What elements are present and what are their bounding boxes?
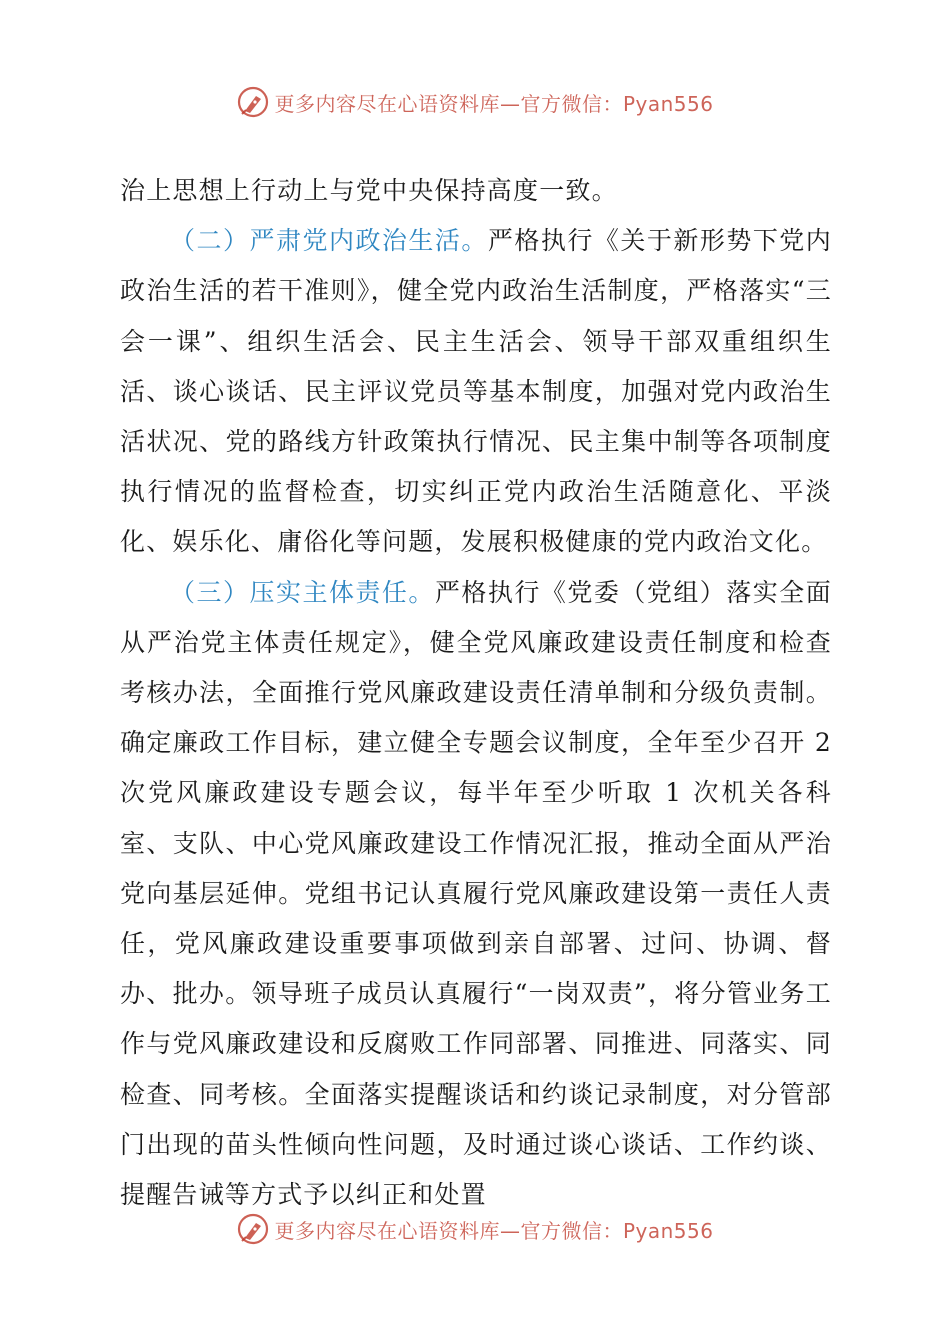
paragraph-body: 严格执行《党委（党组）落实全面从严治党主体责任规定》，健全党风廉政建设责任制度和检查考核办法，全面推行党风廉政建设责任清单制和分级负责制。确定廉政工作目标，建立健全专题会议制度，全年至少召开 2 次党风廉政建设专题会议，每半年至少听取 1 次机关各科室、支队、中心党风廉政建设工作情况汇报，推动全面从严治党向基层延伸。党组书记认真履行党风廉政建设第一责任人责任，党风廉政建设重要事项做到亲自部署、过问、协调、督办、批办。领导班子成员认真履行“一岗双责”，将分管业务工作与党风廉政建设和反腐败工作同部署、同推进、同落实、同检查、同考核。全面落实提醒谈话和约谈记录制度，对分管部门出现的苗头性倾向性问题，及时通过谈心谈话、工作约谈、提醒告诫等方式予以纠正和处置 — [120, 577, 832, 1210]
paragraph-continuation — [120, 166, 832, 216]
paragraph-body: 严格执行《关于新形势下党内政治生活的若干准则》，健全党内政治生活制度，严格落实“三会一课”、组织生活会、民主生活会、领导干部双重组织生活、谈心谈话、民主评议党员等基本制度，加强对党内政治生活状况、党的路线方针政策执行情况、民主集中制等各项制度执行情况的监督检查，切实纠正党内政治生活随意化、平淡化、娱乐化、庸俗化等问题，发展积极健康的党内政治文化。 — [120, 226, 832, 557]
paragraph-section-2 — [120, 216, 832, 567]
watermark-banner-top — [0, 82, 950, 122]
section-heading: （二）严肃党内政治生活。 — [170, 226, 488, 256]
document-body — [120, 166, 832, 1220]
watermark-text: 更多内容尽在心语资料库—官方微信：Pyan556 — [274, 91, 714, 116]
paragraph-section-3 — [120, 568, 832, 1221]
pen-nib-logo-icon — [236, 1212, 270, 1246]
paragraph-body: 治上思想上行动上与党中央保持高度一致。 — [120, 176, 618, 205]
watermark-text: 更多内容尽在心语资料库—官方微信：Pyan556 — [274, 1218, 714, 1243]
pen-nib-logo-icon — [236, 85, 270, 119]
section-heading: （三）压实主体责任。 — [170, 577, 435, 607]
watermark-banner-bottom — [0, 1209, 950, 1249]
